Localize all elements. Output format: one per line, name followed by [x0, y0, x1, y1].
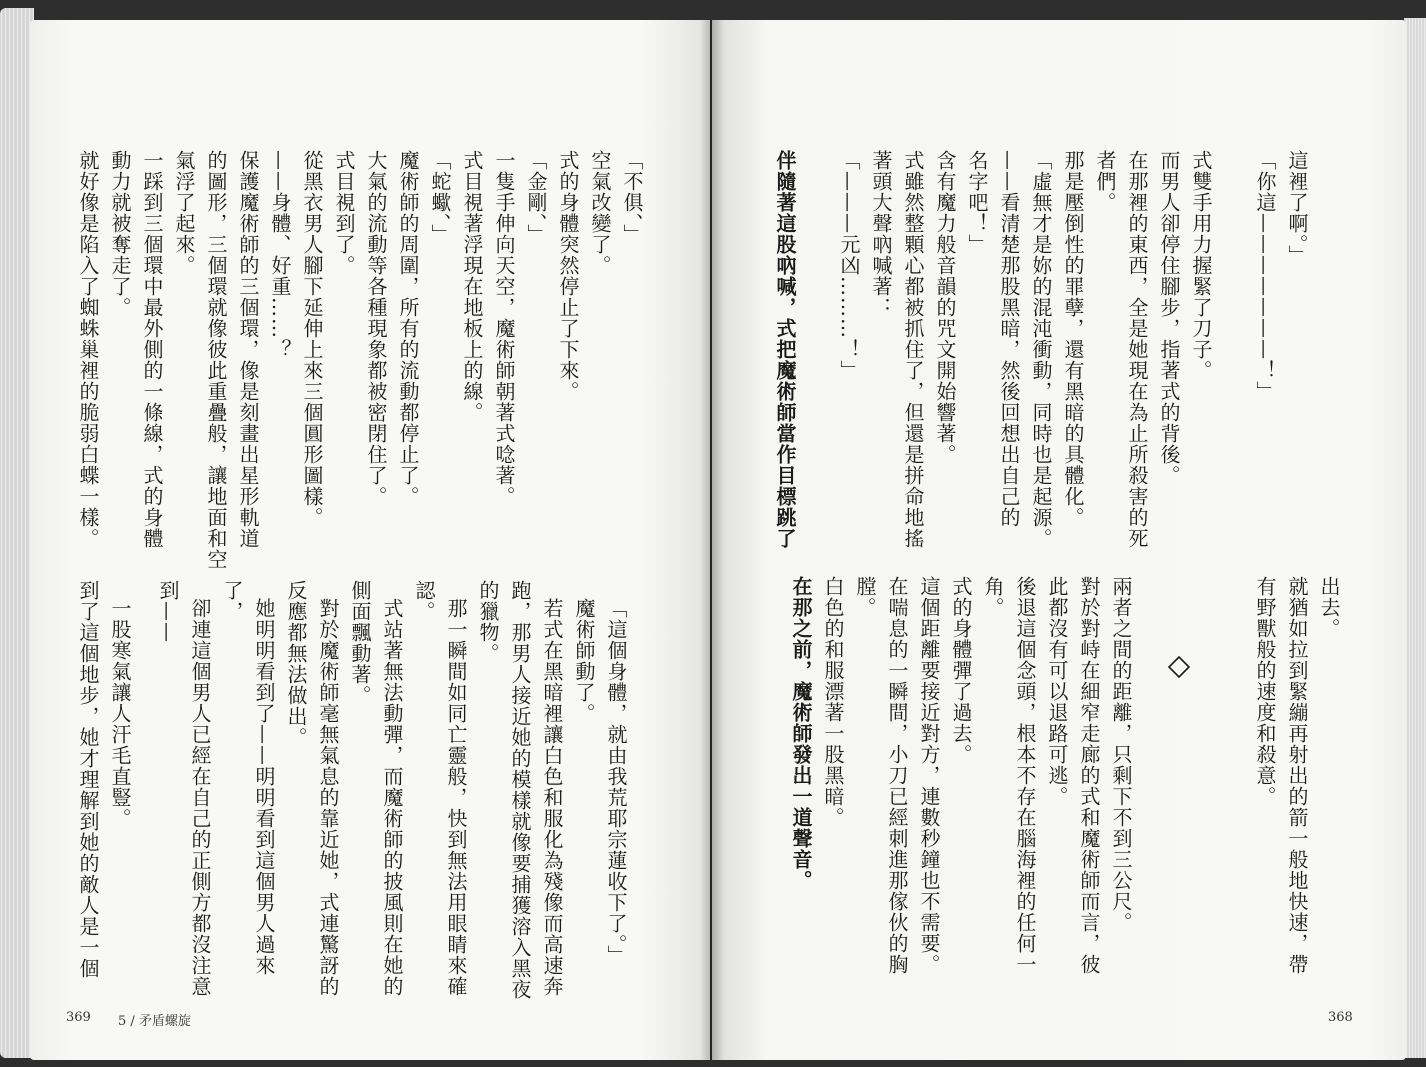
text-column: 「———元凶………！」 [837, 150, 861, 381]
text-column: ——看清楚那股黑暗，然後回想出自己的 [997, 150, 1021, 528]
text-column-bold: 在那之前，魔術師發出一道聲音。 [789, 576, 813, 891]
text-column: 「金剛、」 [524, 150, 548, 245]
text-column-bold: 伴隨著這股吶喊，式把魔術師當作目標跳了 [773, 150, 797, 549]
text-column: 式站著無法動彈，而魔術師的披風則在她的 [380, 598, 404, 997]
text-column: 到—— [156, 580, 180, 643]
text-column: 反應都無法做出。 [284, 580, 308, 748]
text-column: 側面飄動著。 [348, 580, 372, 706]
text-column: 就好像是陷入了蜘蛛巢裡的脆弱白蝶一樣。 [76, 150, 100, 549]
text-column: 到了這個地步，她才理解到她的敵人是一個 [76, 580, 100, 979]
text-column: 卻連這個男人已經在自己的正側方都沒注意 [188, 598, 212, 997]
text-column: 式的身體彈了過去。 [949, 576, 973, 765]
text-column: 動力就被奪走了。 [108, 150, 132, 318]
text-column: 魔術師動了。 [572, 598, 596, 724]
running-title: 5 / 矛盾螺旋 [118, 1014, 191, 1029]
text-column: 式目視著浮現在地板上的線。 [460, 150, 484, 423]
text-column: 有野獸般的速度和殺意。 [1253, 576, 1277, 807]
page-number-left: 369 [66, 1010, 91, 1025]
text-column: 「你這———————！」 [1253, 150, 1277, 402]
text-column: 這個距離要接近對方，連數秒鐘也不需要。 [917, 576, 941, 975]
text-column: 跑，那男人接近她的模樣就像要捕獲溶入黑夜 [508, 580, 532, 1000]
text-column: 那一瞬間如同亡靈般，快到無法用眼睛來確 [444, 598, 468, 997]
text-column: 「虛無才是妳的混沌衝動，同時也是起源。 [1029, 150, 1053, 549]
text-column: 含有魔力般音韻的咒文開始響著。 [933, 150, 957, 465]
text-column: 此都沒有可以退路可逃。 [1045, 576, 1069, 807]
text-column: 式雖然整顆心都被抓住了，但還是拼命地搖 [901, 150, 925, 549]
text-column: ——身體、好重……？ [268, 150, 292, 360]
text-column: 著頭大聲吶喊著： [869, 150, 893, 318]
text-column: 出去。 [1317, 576, 1341, 639]
text-column: 魔術師的周圍，所有的流動都停止了。 [396, 150, 420, 507]
text-column: 在那裡的東西，全是她現在為止所殺害的死 [1125, 150, 1149, 549]
text-column: 白色的和服漂著一股黑暗。 [821, 576, 845, 828]
text-column: 兩者之間的距離，只剩下不到三公尺。 [1109, 576, 1133, 933]
text-column: 就猶如拉到緊繃再射出的箭一般地快速，帶 [1285, 576, 1309, 975]
text-column: 膛。 [853, 576, 877, 618]
text-column: 大氣的流動等各種現象都被密閉住了。 [364, 150, 388, 507]
scene-break-diamond-icon [1168, 656, 1190, 678]
text-column: 角。 [981, 576, 1005, 618]
text-column: 式目視到了。 [332, 150, 356, 276]
text-column: 若式在黑暗裡讓白色和服化為殘像而高速奔 [540, 598, 564, 997]
text-column: 一隻手伸向天空，魔術師朝著式唸著。 [492, 150, 516, 507]
text-column: 式的身體突然停止了下來。 [556, 150, 580, 402]
text-column: 對於魔術師毫無氣息的靠近她，式連驚訝的 [316, 598, 340, 997]
text-column: 空氣改變了。 [588, 150, 612, 276]
text-column: 的獵物。 [476, 580, 500, 664]
text-column: 者們。 [1093, 150, 1117, 213]
text-column: 「不俱、」 [620, 150, 644, 245]
text-column: 這裡了啊。」 [1285, 150, 1309, 266]
text-column: 她明明看到了——明明看到這個男人過來 [252, 598, 276, 976]
text-column: 「蛇蠍、」 [428, 150, 452, 245]
text-column: 從黑衣男人腳下延伸上來三個圓形圖樣。 [300, 150, 324, 528]
text-column: 一股寒氣讓人汗毛直豎。 [108, 598, 132, 829]
text-column: 氣浮了起來。 [172, 150, 196, 276]
text-column: 名字吧！」 [965, 150, 989, 255]
text-column: 式雙手用力握緊了刀子。 [1189, 150, 1213, 381]
text-column: 保護魔術師的三個環，像是刻畫出星形軌道 [236, 150, 260, 549]
text-column: 認。 [412, 580, 436, 622]
text-column: 一踩到三個環中最外側的一條線，式的身體 [140, 150, 164, 549]
text-column: 在喘息的一瞬間，小刀已經刺進那傢伙的胸 [885, 576, 909, 975]
text-column: 了， [220, 580, 244, 622]
text-column: 對於對峙在細窄走廊的式和魔術師而言，彼 [1077, 576, 1101, 975]
book-gutter [700, 20, 724, 1060]
page-number-right: 368 [1328, 1010, 1353, 1025]
text-column: 後退這個念頭，根本不存在腦海裡的任何一 [1013, 576, 1037, 975]
text-column: 而男人卻停住腳步，指著式的背後。 [1157, 150, 1181, 486]
page-edges-right [1404, 18, 1426, 1058]
page-edges-left [0, 8, 34, 1058]
text-column: 那是壓倒性的罪孽，還有黑暗的具體化。 [1061, 150, 1085, 528]
text-column: 「這個身體，就由我荒耶宗蓮收下了。」 [604, 598, 628, 966]
text-column: 的圖形，三個環就像彼此重疊般，讓地面和空 [204, 150, 228, 570]
